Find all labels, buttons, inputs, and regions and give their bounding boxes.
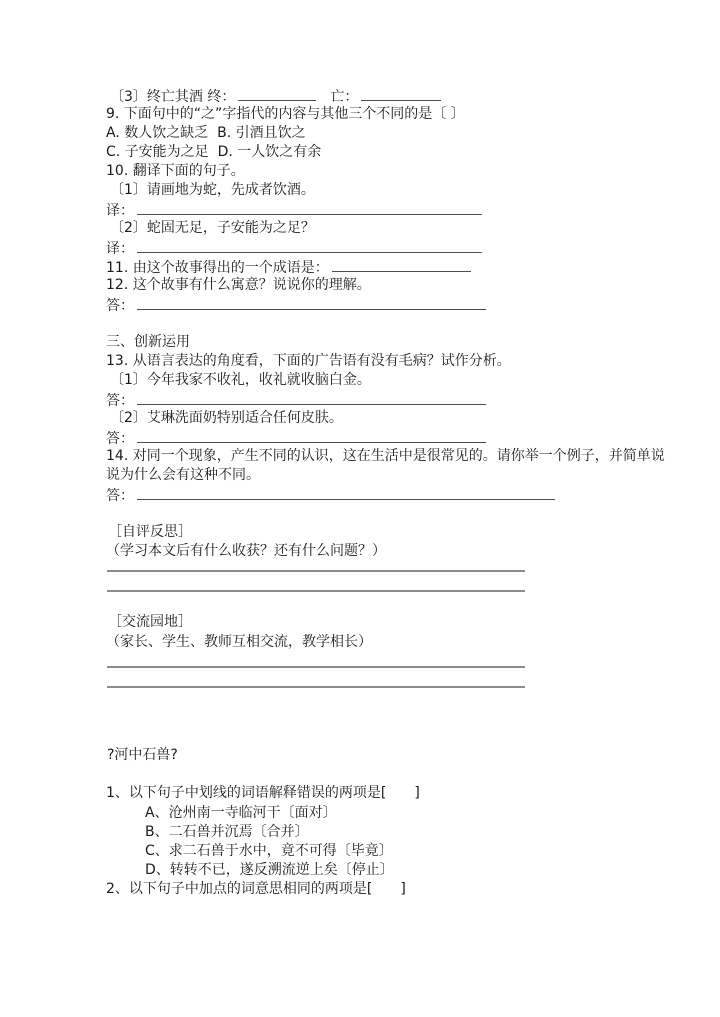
q14-answer-text: 答： (106, 488, 134, 504)
exchange-heading-text: ［交流园地］ (108, 614, 192, 630)
answer-blank-underline (137, 427, 486, 443)
q10-item2-answer (106, 237, 482, 257)
q11 (106, 256, 471, 276)
q10-text: 10. 翻译下面的句子。 (106, 163, 245, 179)
q10 (106, 161, 245, 181)
q14-line2-text: 说为什么会有这种不同。 (106, 467, 260, 483)
q10-item1-text: 〔1〕请画地为蛇，先成者饮酒。 (110, 182, 315, 198)
q14-line1 (106, 446, 665, 466)
self-review-heading (108, 522, 192, 542)
reading-q2-text: 2、以下句子中加点的词意思相同的两项是[ ] (106, 881, 406, 897)
reading-q1-option-d-text: D、转转不已，遂反溯流逆上矣〔停止〕 (145, 862, 394, 878)
answer-blank-underline (238, 85, 316, 101)
q13-text: 13. 从语言表达的角度看，下面的广告语有没有毛病？试作分析。 (106, 353, 511, 369)
q10-item2 (110, 218, 315, 238)
q9-options-ab-text: A. 数人饮之缺乏 B. 引酒且饮之 (106, 125, 306, 141)
reading-q1-option-c (145, 841, 393, 861)
q13-item2-answer (106, 427, 486, 447)
q9-text: 9. 下面句中的“之”字指代的内容与其他三个不同的是〔 〕 (106, 106, 465, 122)
section3-heading (106, 332, 190, 352)
q9 (106, 104, 465, 124)
write-line (107, 570, 525, 572)
write-line (107, 686, 525, 688)
reading-q1-option-d (145, 860, 394, 880)
exchange-note-text: （家长、学生、教师互相交流，教学相长） (106, 634, 372, 650)
reading-q1 (106, 783, 420, 803)
q13-item1-answer (106, 389, 486, 409)
q14-answer (106, 484, 555, 504)
reading-q1-option-b (145, 822, 309, 842)
reading-q1-option-b-text: B、二石兽并沉焉〔合并〕 (145, 824, 309, 840)
q10-item1-answer-text: 译： (106, 203, 134, 219)
q13-item1-answer-text: 答： (106, 393, 134, 409)
answer-blank-underline (332, 256, 471, 272)
answer-blank-underline (137, 484, 555, 500)
q10-item2-answer-text: 译： (106, 241, 134, 257)
q13-item1-text: 〔1〕今年我家不收礼，收礼就收脑白金。 (110, 372, 371, 388)
reading-title (107, 745, 178, 765)
reading-title-text: ?河中石兽? (107, 747, 178, 763)
q14-line1-text: 14. 对同一个现象，产生不同的认识，这在生活中是很常见的。请你举一个例子，并简单说 (106, 448, 665, 464)
reading-q1-option-c-text: C、求二石兽于水中，竟不可得〔毕竟〕 (145, 843, 393, 859)
q11-text: 11. 由这个故事得出的一个成语是： (106, 260, 329, 276)
q12-text: 12. 这个故事有什么寓意？说说你的理解。 (106, 277, 371, 293)
answer-blank-underline (137, 294, 486, 310)
q13-item2 (110, 408, 343, 428)
q13-item2-text: 〔2〕艾琳洗面奶特别适合任何皮肤。 (110, 410, 343, 426)
self-review-note (106, 541, 386, 561)
q13-item2-answer-text: 答： (106, 431, 134, 447)
reading-q1-option-a-text: A、沧州南一寺临河干〔面对〕 (145, 805, 337, 821)
write-line (107, 666, 525, 668)
q9-options-cd (106, 142, 321, 162)
q10-item2-text: 〔2〕蛇固无足，子安能为之足？ (110, 220, 315, 236)
exchange-note (106, 632, 372, 652)
exchange-heading (108, 612, 192, 632)
q12-answer (106, 294, 486, 314)
answer-blank-underline (137, 199, 482, 215)
section3-heading-text: 三、创新运用 (106, 334, 190, 350)
answer-blank-underline (137, 237, 482, 253)
q12-answer-text: 答： (106, 298, 134, 314)
q14-line2 (106, 465, 260, 485)
reading-q1-text: 1、以下句子中划线的词语解释错误的两项是[ ] (106, 785, 420, 801)
answer-blank-underline (137, 389, 486, 405)
q8-item3-text: 亡： (316, 89, 359, 105)
reading-q2 (106, 879, 406, 899)
q10-item1 (110, 180, 315, 200)
q9-options-cd-text: C. 子安能为之足 D. 一人饮之有余 (106, 144, 322, 160)
q8-item3 (110, 85, 441, 105)
answer-blank-underline (361, 85, 441, 101)
self-review-note-text: （学习本文后有什么收获？还有什么问题？） (106, 543, 386, 559)
q13 (106, 351, 511, 371)
reading-q1-option-a (145, 803, 337, 823)
q13-item1 (110, 370, 371, 390)
q8-item3-text: 〔3〕终亡其酒 终： (110, 89, 236, 105)
self-review-heading-text: ［自评反思］ (108, 524, 192, 540)
q10-item1-answer (106, 199, 482, 219)
q12 (106, 275, 371, 295)
write-line (107, 590, 525, 592)
q9-options-ab (106, 123, 306, 143)
